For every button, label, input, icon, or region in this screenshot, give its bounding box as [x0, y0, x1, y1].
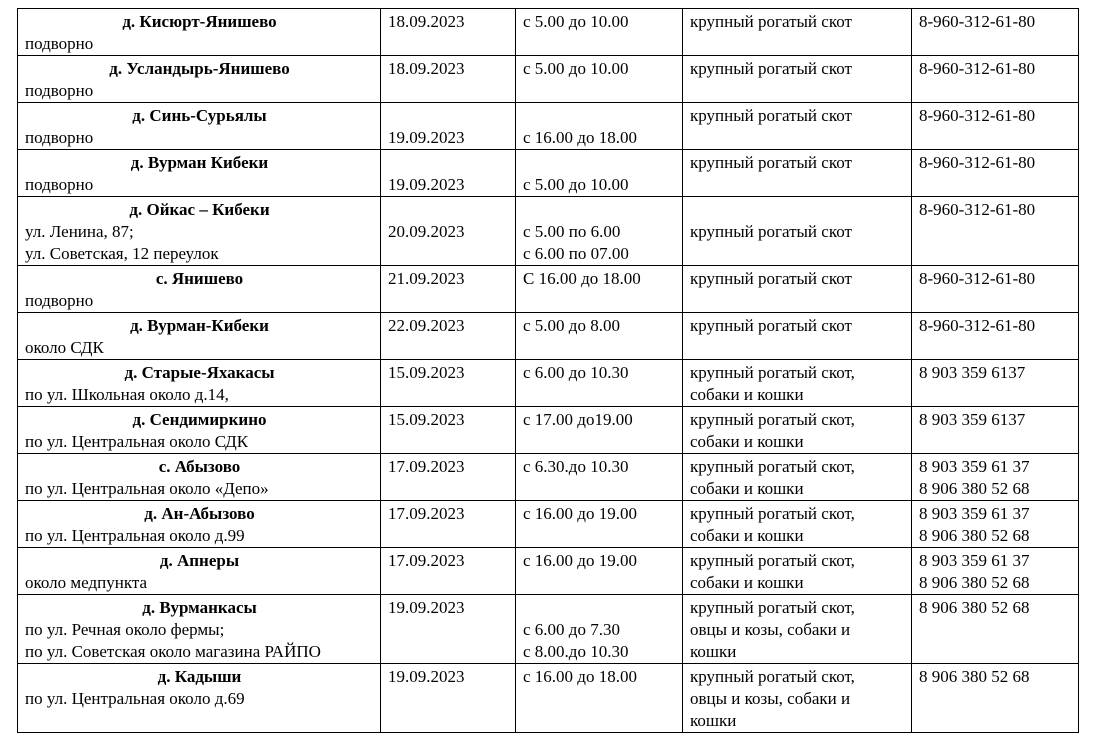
animals-cell — [683, 197, 912, 266]
settlement-name: д. Кисюрт-Янишево — [122, 12, 277, 31]
phone-number: 8 903 359 6137 — [919, 363, 1026, 382]
location-line: по ул. Советская около магазина РАЙПО — [25, 642, 321, 661]
phone-cell — [912, 9, 1079, 56]
animals-line: собаки и кошки — [690, 432, 804, 451]
animals-line: крупный рогатый скот — [690, 12, 852, 31]
time-cell — [516, 266, 683, 313]
vaccination-schedule-table — [17, 8, 1079, 733]
date-cell — [381, 548, 516, 595]
animals-line: кошки — [690, 711, 737, 730]
time-line: с 5.00 до 8.00 — [523, 316, 620, 335]
date-cell — [381, 197, 516, 266]
spacer — [523, 105, 676, 127]
settlement-name: д. Кадыши — [157, 667, 242, 686]
phone-number: 8 906 380 52 68 — [919, 667, 1030, 686]
phone-cell — [912, 103, 1079, 150]
time-line: с 16.00 до 19.00 — [523, 551, 637, 570]
animals-cell — [683, 407, 912, 454]
phone-number: 8-960-312-61-80 — [919, 316, 1036, 335]
time-cell — [516, 454, 683, 501]
date-value: 17.09.2023 — [388, 457, 465, 476]
spacer — [388, 105, 509, 127]
phone-cell — [912, 56, 1079, 103]
date-value: 17.09.2023 — [388, 551, 465, 570]
date-value: 19.09.2023 — [388, 175, 465, 194]
phone-cell — [912, 266, 1079, 313]
location-line: по ул. Речная около фермы; — [25, 620, 225, 639]
settlement-name: д. Вурман-Кибеки — [130, 316, 269, 335]
time-line: с 6.00 до 7.30 — [523, 620, 620, 639]
animals-line: собаки и кошки — [690, 526, 804, 545]
phone-number: 8 903 359 6137 — [919, 410, 1026, 429]
settlement-cell — [18, 56, 381, 103]
location-line: около медпункта — [25, 573, 148, 592]
time-line: с 8.00.до 10.30 — [523, 642, 629, 661]
table-row — [18, 407, 1079, 454]
phone-cell — [912, 664, 1079, 733]
table-row — [18, 103, 1079, 150]
settlement-name: д. Синь-Сурьялы — [132, 106, 267, 125]
date-value: 19.09.2023 — [388, 128, 465, 147]
location-line: около СДК — [25, 338, 104, 357]
phone-cell — [912, 548, 1079, 595]
spacer — [388, 152, 509, 174]
location-line: ул. Ленина, 87; — [25, 222, 134, 241]
time-cell — [516, 407, 683, 454]
time-line: с 5.00 до 10.00 — [523, 59, 629, 78]
time-cell — [516, 56, 683, 103]
spacer — [523, 597, 676, 619]
date-cell — [381, 266, 516, 313]
date-cell — [381, 454, 516, 501]
animals-cell — [683, 664, 912, 733]
date-cell — [381, 501, 516, 548]
animals-cell — [683, 150, 912, 197]
table-row — [18, 360, 1079, 407]
time-cell — [516, 360, 683, 407]
animals-cell — [683, 501, 912, 548]
date-value: 15.09.2023 — [388, 363, 465, 382]
animals-line: собаки и кошки — [690, 479, 804, 498]
time-line: с 6.00 по 07.00 — [523, 244, 629, 263]
location-line: по ул. Центральная около «Депо» — [25, 479, 269, 498]
phone-number: 8 906 380 52 68 — [919, 479, 1030, 498]
settlement-name: д. Апнеры — [159, 551, 240, 570]
date-value: 15.09.2023 — [388, 410, 465, 429]
time-cell — [516, 9, 683, 56]
schedule-body — [18, 9, 1079, 733]
time-line: с 6.00 до 10.30 — [523, 363, 629, 382]
animals-line: кошки — [690, 642, 737, 661]
date-cell — [381, 150, 516, 197]
date-value: 17.09.2023 — [388, 504, 465, 523]
animals-line: крупный рогатый скот — [690, 269, 852, 288]
animals-line: крупный рогатый скот, — [690, 504, 855, 523]
date-value: 18.09.2023 — [388, 59, 465, 78]
settlement-cell — [18, 103, 381, 150]
table-row — [18, 454, 1079, 501]
time-line: с 16.00 до 19.00 — [523, 504, 637, 523]
settlement-name: д. Старые-Яхакасы — [124, 363, 275, 382]
phone-number: 8 903 359 61 37 — [919, 457, 1030, 476]
animals-cell — [683, 56, 912, 103]
animals-line: крупный рогатый скот — [690, 59, 852, 78]
table-row — [18, 56, 1079, 103]
phone-number: 8 906 380 52 68 — [919, 526, 1030, 545]
animals-line: крупный рогатый скот — [690, 316, 852, 335]
table-row — [18, 266, 1079, 313]
settlement-cell — [18, 197, 381, 266]
date-cell — [381, 9, 516, 56]
time-line: с 16.00 до 18.00 — [523, 128, 637, 147]
time-cell — [516, 595, 683, 664]
settlement-name: д. Вурман Кибеки — [130, 153, 269, 172]
phone-cell — [912, 150, 1079, 197]
date-cell — [381, 56, 516, 103]
animals-cell — [683, 548, 912, 595]
animals-line: крупный рогатый скот, — [690, 410, 855, 429]
settlement-cell — [18, 548, 381, 595]
animals-line: крупный рогатый скот, — [690, 551, 855, 570]
settlement-cell — [18, 454, 381, 501]
phone-cell — [912, 360, 1079, 407]
date-value: 20.09.2023 — [388, 222, 465, 241]
settlement-name: д. Вурманкасы — [142, 598, 257, 617]
animals-cell — [683, 454, 912, 501]
time-cell — [516, 103, 683, 150]
date-value: 19.09.2023 — [388, 667, 465, 686]
table-row — [18, 548, 1079, 595]
phone-number: 8-960-312-61-80 — [919, 200, 1036, 219]
phone-number: 8-960-312-61-80 — [919, 269, 1036, 288]
location-line: по ул. Школьная около д.14, — [25, 385, 229, 404]
date-value: 18.09.2023 — [388, 12, 465, 31]
date-cell — [381, 664, 516, 733]
phone-cell — [912, 595, 1079, 664]
table-row — [18, 664, 1079, 733]
settlement-cell — [18, 595, 381, 664]
settlement-cell — [18, 9, 381, 56]
phone-number: 8 903 359 61 37 — [919, 551, 1030, 570]
location-line: по ул. Центральная около д.99 — [25, 526, 245, 545]
phone-number: 8 903 359 61 37 — [919, 504, 1030, 523]
settlement-cell — [18, 266, 381, 313]
date-value: 21.09.2023 — [388, 269, 465, 288]
animals-cell — [683, 313, 912, 360]
animals-line: овцы и козы, собаки и — [690, 620, 851, 639]
spacer — [523, 199, 676, 221]
table-row — [18, 9, 1079, 56]
spacer — [388, 199, 509, 221]
animals-line: крупный рогатый скот, — [690, 363, 855, 382]
table-row — [18, 150, 1079, 197]
settlement-cell — [18, 313, 381, 360]
animals-line: крупный рогатый скот, — [690, 667, 855, 686]
time-line: с 6.30.до 10.30 — [523, 457, 629, 476]
time-cell — [516, 548, 683, 595]
time-cell — [516, 150, 683, 197]
settlement-name: с. Абызово — [158, 457, 241, 476]
animals-line: крупный рогатый скот — [690, 106, 852, 125]
date-value: 22.09.2023 — [388, 316, 465, 335]
settlement-name: д. Сендимиркино — [132, 410, 267, 429]
animals-cell — [683, 266, 912, 313]
animals-line: овцы и козы, собаки и — [690, 689, 851, 708]
time-line: с 5.00 до 10.00 — [523, 175, 629, 194]
table-row — [18, 197, 1079, 266]
animals-line: крупный рогатый скот, — [690, 457, 855, 476]
settlement-cell — [18, 360, 381, 407]
time-line: с 16.00 до 18.00 — [523, 667, 637, 686]
phone-cell — [912, 313, 1079, 360]
location-line: подворно — [25, 34, 94, 53]
settlement-name: д. Ан-Абызово — [144, 504, 255, 523]
time-line: С 16.00 до 18.00 — [523, 269, 641, 288]
settlement-cell — [18, 150, 381, 197]
location-line: подворно — [25, 128, 94, 147]
location-line: по ул. Центральная около СДК — [25, 432, 249, 451]
location-line: подворно — [25, 291, 94, 310]
spacer — [690, 199, 905, 221]
time-cell — [516, 313, 683, 360]
time-line: с 5.00 по 6.00 — [523, 222, 621, 241]
table-row — [18, 501, 1079, 548]
animals-cell — [683, 595, 912, 664]
time-cell — [516, 197, 683, 266]
date-cell — [381, 103, 516, 150]
date-cell — [381, 360, 516, 407]
time-line: с 5.00 до 10.00 — [523, 12, 629, 31]
phone-cell — [912, 197, 1079, 266]
phone-number: 8 906 380 52 68 — [919, 598, 1030, 617]
phone-number: 8-960-312-61-80 — [919, 106, 1036, 125]
settlement-name: д. Ойкас – Кибеки — [129, 200, 270, 219]
table-row — [18, 595, 1079, 664]
animals-line: крупный рогатый скот, — [690, 598, 855, 617]
phone-cell — [912, 407, 1079, 454]
table-row — [18, 313, 1079, 360]
phone-number: 8-960-312-61-80 — [919, 59, 1036, 78]
settlement-cell — [18, 664, 381, 733]
settlement-cell — [18, 407, 381, 454]
settlement-name: д. Усландырь-Янишево — [109, 59, 290, 78]
settlement-cell — [18, 501, 381, 548]
time-cell — [516, 664, 683, 733]
location-line: подворно — [25, 81, 94, 100]
time-line: с 17.00 до19.00 — [523, 410, 633, 429]
location-line: ул. Советская, 12 переулок — [25, 244, 219, 263]
animals-line: собаки и кошки — [690, 573, 804, 592]
time-cell — [516, 501, 683, 548]
animals-line: крупный рогатый скот — [690, 222, 852, 241]
date-cell — [381, 407, 516, 454]
animals-cell — [683, 103, 912, 150]
animals-cell — [683, 9, 912, 56]
location-line: по ул. Центральная около д.69 — [25, 689, 245, 708]
spacer — [523, 152, 676, 174]
phone-cell — [912, 501, 1079, 548]
phone-number: 8-960-312-61-80 — [919, 153, 1036, 172]
animals-line: собаки и кошки — [690, 385, 804, 404]
location-line: подворно — [25, 175, 94, 194]
phone-cell — [912, 454, 1079, 501]
phone-number: 8 906 380 52 68 — [919, 573, 1030, 592]
animals-line: крупный рогатый скот — [690, 153, 852, 172]
phone-number: 8-960-312-61-80 — [919, 12, 1036, 31]
settlement-name: с. Янишево — [155, 269, 244, 288]
animals-cell — [683, 360, 912, 407]
date-cell — [381, 595, 516, 664]
date-value: 19.09.2023 — [388, 598, 465, 617]
date-cell — [381, 313, 516, 360]
